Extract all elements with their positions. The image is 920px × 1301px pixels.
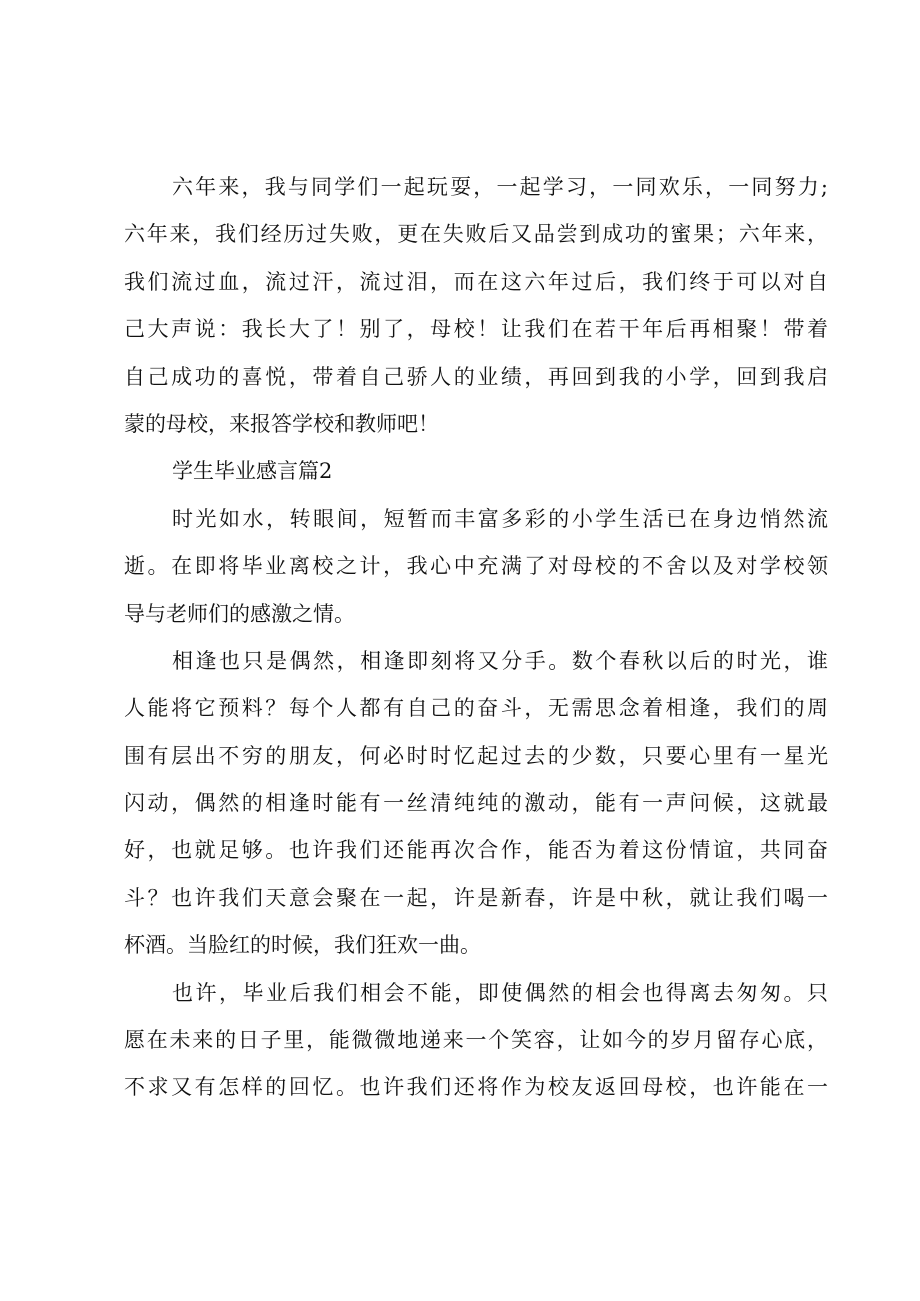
text-line: 斗？也许我们天意会聚在一起，许是新春，许是中秋，就让我们喝一 [124,885,828,910]
section-heading: 学生毕业感言篇2 [172,459,333,484]
text-line: 相逢也只是偶然，相逢即刻将又分手。数个春秋以后的时光，谁 [172,648,828,673]
text-line: 时光如水，转眼间，短暂而丰富多彩的小学生活已在身边悄然流 [172,506,828,531]
paragraph [124,164,828,448]
text-line: 愿在未来的日子里，能微微地递来一个笑容，让如今的岁月留存心底， [124,1028,828,1053]
text-line: 自己成功的喜悦，带着自己骄人的业绩，再回到我的小学，回到我启 [124,364,828,389]
text-line: 围有层出不穷的朋友，何必时时忆起过去的少数，只要心里有一星光 [124,743,828,768]
text-line: 导与老师们的感激之情。 [124,601,355,626]
paragraph [124,970,828,1112]
text-line: 蒙的母校，来报答学校和教师吧！ [124,411,439,436]
text-line: 人能将它预料？每个人都有自己的奋斗，无需思念着相逢，我们的周 [124,696,828,721]
text-line: 不求又有怎样的回忆。也许我们还将作为校友返回母校，也许能在一 [124,1075,828,1100]
text-line: 己大声说：我长大了！别了，母校！让我们在若干年后再相聚！带着 [124,317,828,342]
text-line: 好，也就足够。也许我们还能再次合作，能否为着这份情谊，共同奋 [124,838,828,863]
text-line: 逝。在即将毕业离校之计，我心中充满了对母校的不舍以及对学校领 [124,554,828,579]
text-line: 我们流过血，流过汗，流过泪，而在这六年过后，我们终于可以对自 [124,269,828,294]
text-line: 六年来，我们经历过失败，更在失败后又品尝到成功的蜜果；六年来， [124,222,828,247]
text-line: 闪动，偶然的相逢时能有一丝清纯纯的激动，能有一声问候，这就最 [124,791,828,816]
paragraph [124,496,828,638]
text-line: 也许，毕业后我们相会不能，即使偶然的相会也得离去匆匆。只 [172,980,828,1005]
paragraph [124,638,828,970]
text-line: 六年来，我与同学们一起玩耍，一起学习，一同欢乐，一同努力; [172,175,828,199]
text-line: 杯酒。当脸红的时候，我们狂欢一曲。 [124,933,481,958]
document-body [124,164,828,1112]
